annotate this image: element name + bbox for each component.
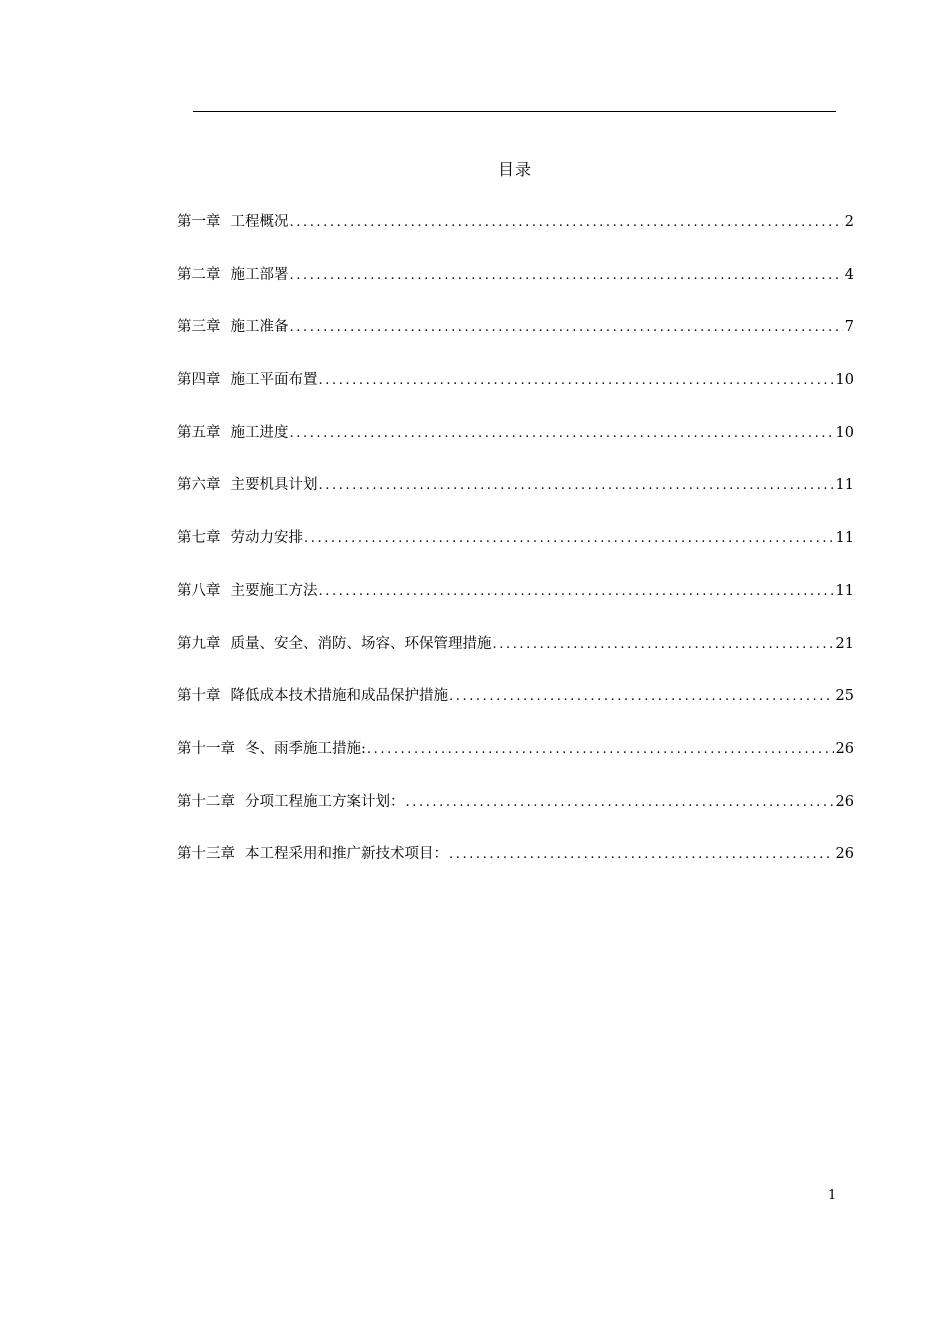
toc-dot-leader [367, 738, 834, 762]
toc-entry-title: 分项工程施工方案计划： [245, 793, 405, 810]
toc-chapter-label: 第七章 [177, 530, 221, 547]
toc-entry-11[interactable] [177, 737, 854, 790]
toc-chapter-label: 第六章 [177, 477, 221, 494]
toc-entry-title: 主要机具计划 [230, 477, 318, 494]
toc-page-number: 2 [844, 214, 854, 230]
toc-dot-leader [304, 527, 834, 551]
toc-page-number: 11 [835, 530, 854, 547]
toc-page-number: 26 [835, 740, 854, 757]
toc-title: 目录 [497, 160, 532, 179]
toc-dot-leader [449, 843, 834, 867]
toc-page-number: 7 [844, 319, 854, 336]
toc-dot-leader [319, 474, 834, 498]
toc-entry-4[interactable] [177, 368, 854, 421]
toc-chapter-label: 第十章 [177, 688, 221, 705]
toc-page-number: 10 [835, 424, 854, 441]
toc-chapter-label: 第八章 [177, 582, 221, 599]
toc-entry-title: 质量、安全、消防、场容、环保管理措施 [230, 635, 492, 652]
toc-page-number: 11 [835, 477, 854, 494]
toc-dot-leader [290, 422, 834, 446]
toc-dot-leader [290, 316, 843, 340]
toc-page-number: 25 [835, 688, 854, 705]
toc-entry-title: 施工部署 [230, 266, 289, 283]
toc-page-number: 26 [835, 793, 854, 810]
toc-entry-9[interactable] [177, 632, 854, 685]
toc-page-number: 10 [835, 372, 854, 389]
toc-entry-title: 降低成本技术措施和成品保护措施 [230, 688, 448, 705]
table-of-contents [177, 210, 854, 895]
toc-entry-1[interactable] [177, 210, 854, 263]
toc-entry-6[interactable] [177, 473, 854, 526]
toc-entry-title: 本工程采用和推广新技术项目： [245, 846, 448, 863]
toc-entry-title: 冬、雨季施工措施: [245, 740, 366, 757]
toc-page-number: 21 [835, 635, 854, 652]
toc-chapter-label: 第一章 [177, 214, 221, 230]
toc-entry-title: 工程概况 [230, 214, 289, 230]
toc-page-number: 11 [835, 582, 854, 599]
toc-dot-leader [319, 369, 834, 393]
toc-entry-2[interactable] [177, 263, 854, 316]
toc-chapter-label: 第十一章 [177, 740, 235, 757]
toc-entry-13[interactable] [177, 842, 854, 895]
toc-page-number: 26 [835, 846, 854, 863]
toc-entry-10[interactable] [177, 684, 854, 737]
toc-entry-5[interactable] [177, 421, 854, 474]
toc-chapter-label: 第四章 [177, 372, 221, 389]
header-rule [193, 111, 836, 112]
toc-dot-leader [290, 264, 843, 288]
toc-chapter-label: 第二章 [177, 266, 221, 283]
page-number: 1 [828, 1188, 837, 1203]
toc-chapter-label: 第九章 [177, 635, 221, 652]
toc-entry-title: 劳动力安排 [230, 530, 303, 547]
toc-chapter-label: 第十三章 [177, 846, 235, 863]
toc-dot-leader [449, 685, 834, 709]
toc-entry-title: 施工平面布置 [230, 372, 318, 389]
toc-dot-leader [319, 580, 834, 604]
toc-entry-8[interactable] [177, 579, 854, 632]
toc-entry-title: 施工准备 [230, 319, 289, 336]
toc-entry-7[interactable] [177, 526, 854, 579]
toc-entry-3[interactable] [177, 315, 854, 368]
toc-entry-12[interactable] [177, 790, 854, 843]
toc-page-number: 4 [844, 266, 854, 283]
toc-entry-title: 主要施工方法 [230, 582, 318, 599]
toc-chapter-label: 第十二章 [177, 793, 235, 810]
toc-entry-title: 施工进度 [230, 424, 289, 441]
toc-chapter-label: 第五章 [177, 424, 221, 441]
toc-dot-leader [493, 633, 834, 657]
toc-dot-leader [290, 211, 843, 235]
toc-chapter-label: 第三章 [177, 319, 221, 336]
toc-dot-leader [406, 791, 834, 815]
